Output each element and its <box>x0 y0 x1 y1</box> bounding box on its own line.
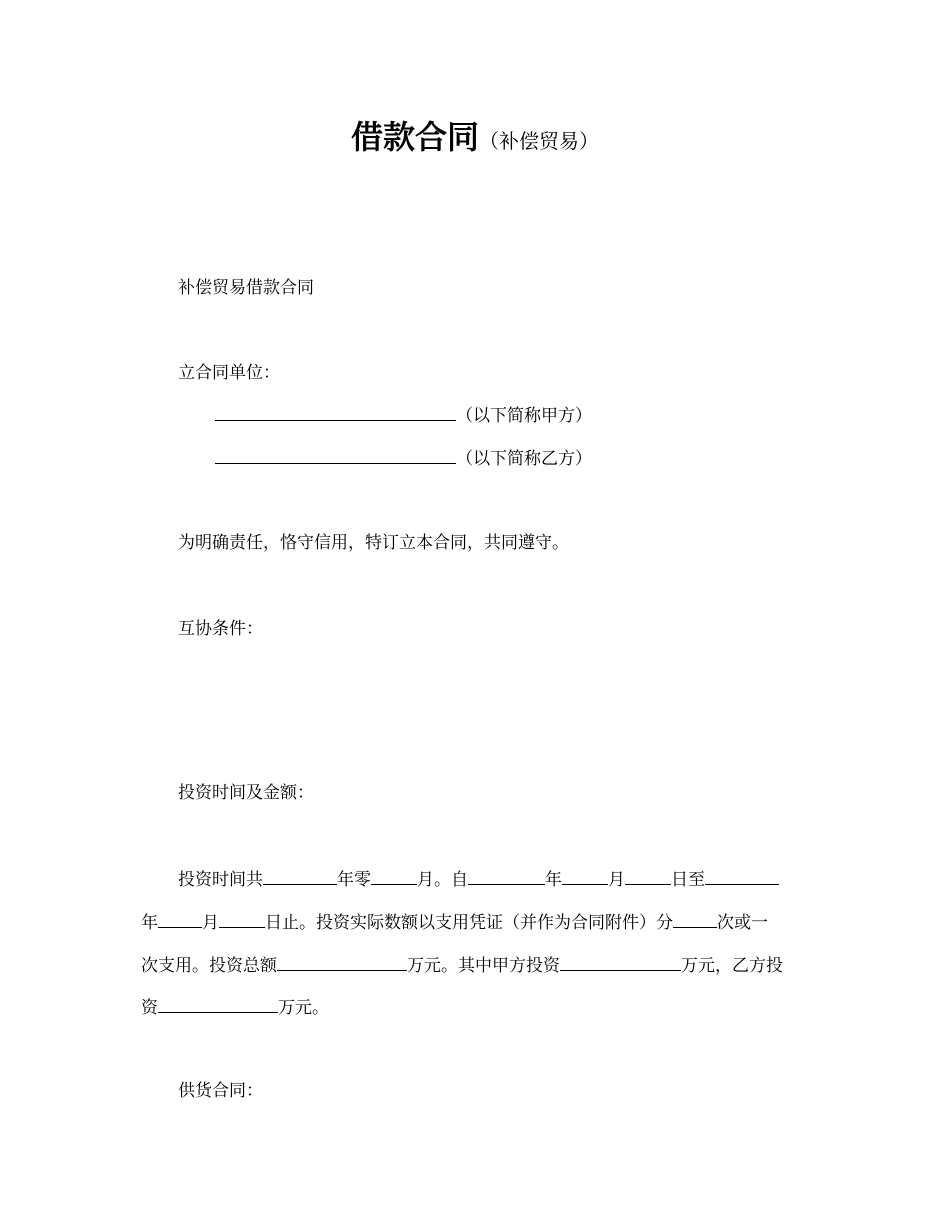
party-a-blank[interactable] <box>215 403 456 421</box>
years-blank[interactable] <box>263 867 337 885</box>
text-segment: 日止。投资实际数额以支用凭证（并作为合同附件）分 <box>265 913 673 933</box>
start-day-blank[interactable] <box>625 867 671 885</box>
text-segment: 万元，乙方投 <box>681 956 783 976</box>
text-segment: 月。自 <box>417 870 468 890</box>
party-a-amount-blank[interactable] <box>560 953 681 971</box>
text-segment: 日至 <box>671 870 705 890</box>
text-segment: 年 <box>141 913 158 933</box>
investment-line-2 <box>141 910 768 934</box>
end-month-blank[interactable] <box>158 910 202 928</box>
text-segment: 万元。 <box>278 998 329 1018</box>
investment-line-1 <box>178 867 779 891</box>
investment-line-3 <box>141 953 783 977</box>
text-segment: 次或一 <box>717 913 768 933</box>
text-segment: 万元。其中甲方投资 <box>407 956 560 976</box>
section-supply: 供货合同： <box>178 1081 263 1101</box>
text-segment: 年零 <box>337 870 371 890</box>
end-day-blank[interactable] <box>219 910 265 928</box>
purpose-text: 为明确责任，恪守信用，特订立本合同，共同遵守。 <box>178 533 569 553</box>
title-main: 借款合同 <box>350 118 479 156</box>
title-sub: （补偿贸易） <box>479 129 599 153</box>
party-b-amount-blank[interactable] <box>158 995 278 1013</box>
text-segment: 月 <box>608 870 625 890</box>
party-a-line <box>215 403 592 427</box>
party-b-blank[interactable] <box>215 446 456 464</box>
party-b-suffix: （以下简称乙方） <box>456 449 592 469</box>
text-segment: 资 <box>141 998 158 1018</box>
party-a-suffix: （以下简称甲方） <box>456 406 592 426</box>
text-segment: 年 <box>545 870 562 890</box>
text-segment: 月 <box>202 913 219 933</box>
installments-blank[interactable] <box>673 910 717 928</box>
start-month-blank[interactable] <box>562 867 608 885</box>
months-blank[interactable] <box>371 867 417 885</box>
text-segment: 次支用。投资总额 <box>141 956 277 976</box>
section-terms: 互协条件： <box>178 619 263 639</box>
end-year-blank[interactable] <box>705 867 779 885</box>
contract-heading: 补偿贸易借款合同 <box>178 278 314 298</box>
section-investment: 投资时间及金额： <box>178 783 314 803</box>
total-amount-blank[interactable] <box>277 953 407 971</box>
party-b-line <box>215 446 592 470</box>
parties-label: 立合同单位： <box>178 363 280 383</box>
text-segment: 投资时间共 <box>178 870 263 890</box>
start-year-blank[interactable] <box>468 867 545 885</box>
document-title <box>0 112 950 158</box>
investment-line-4 <box>141 995 329 1019</box>
